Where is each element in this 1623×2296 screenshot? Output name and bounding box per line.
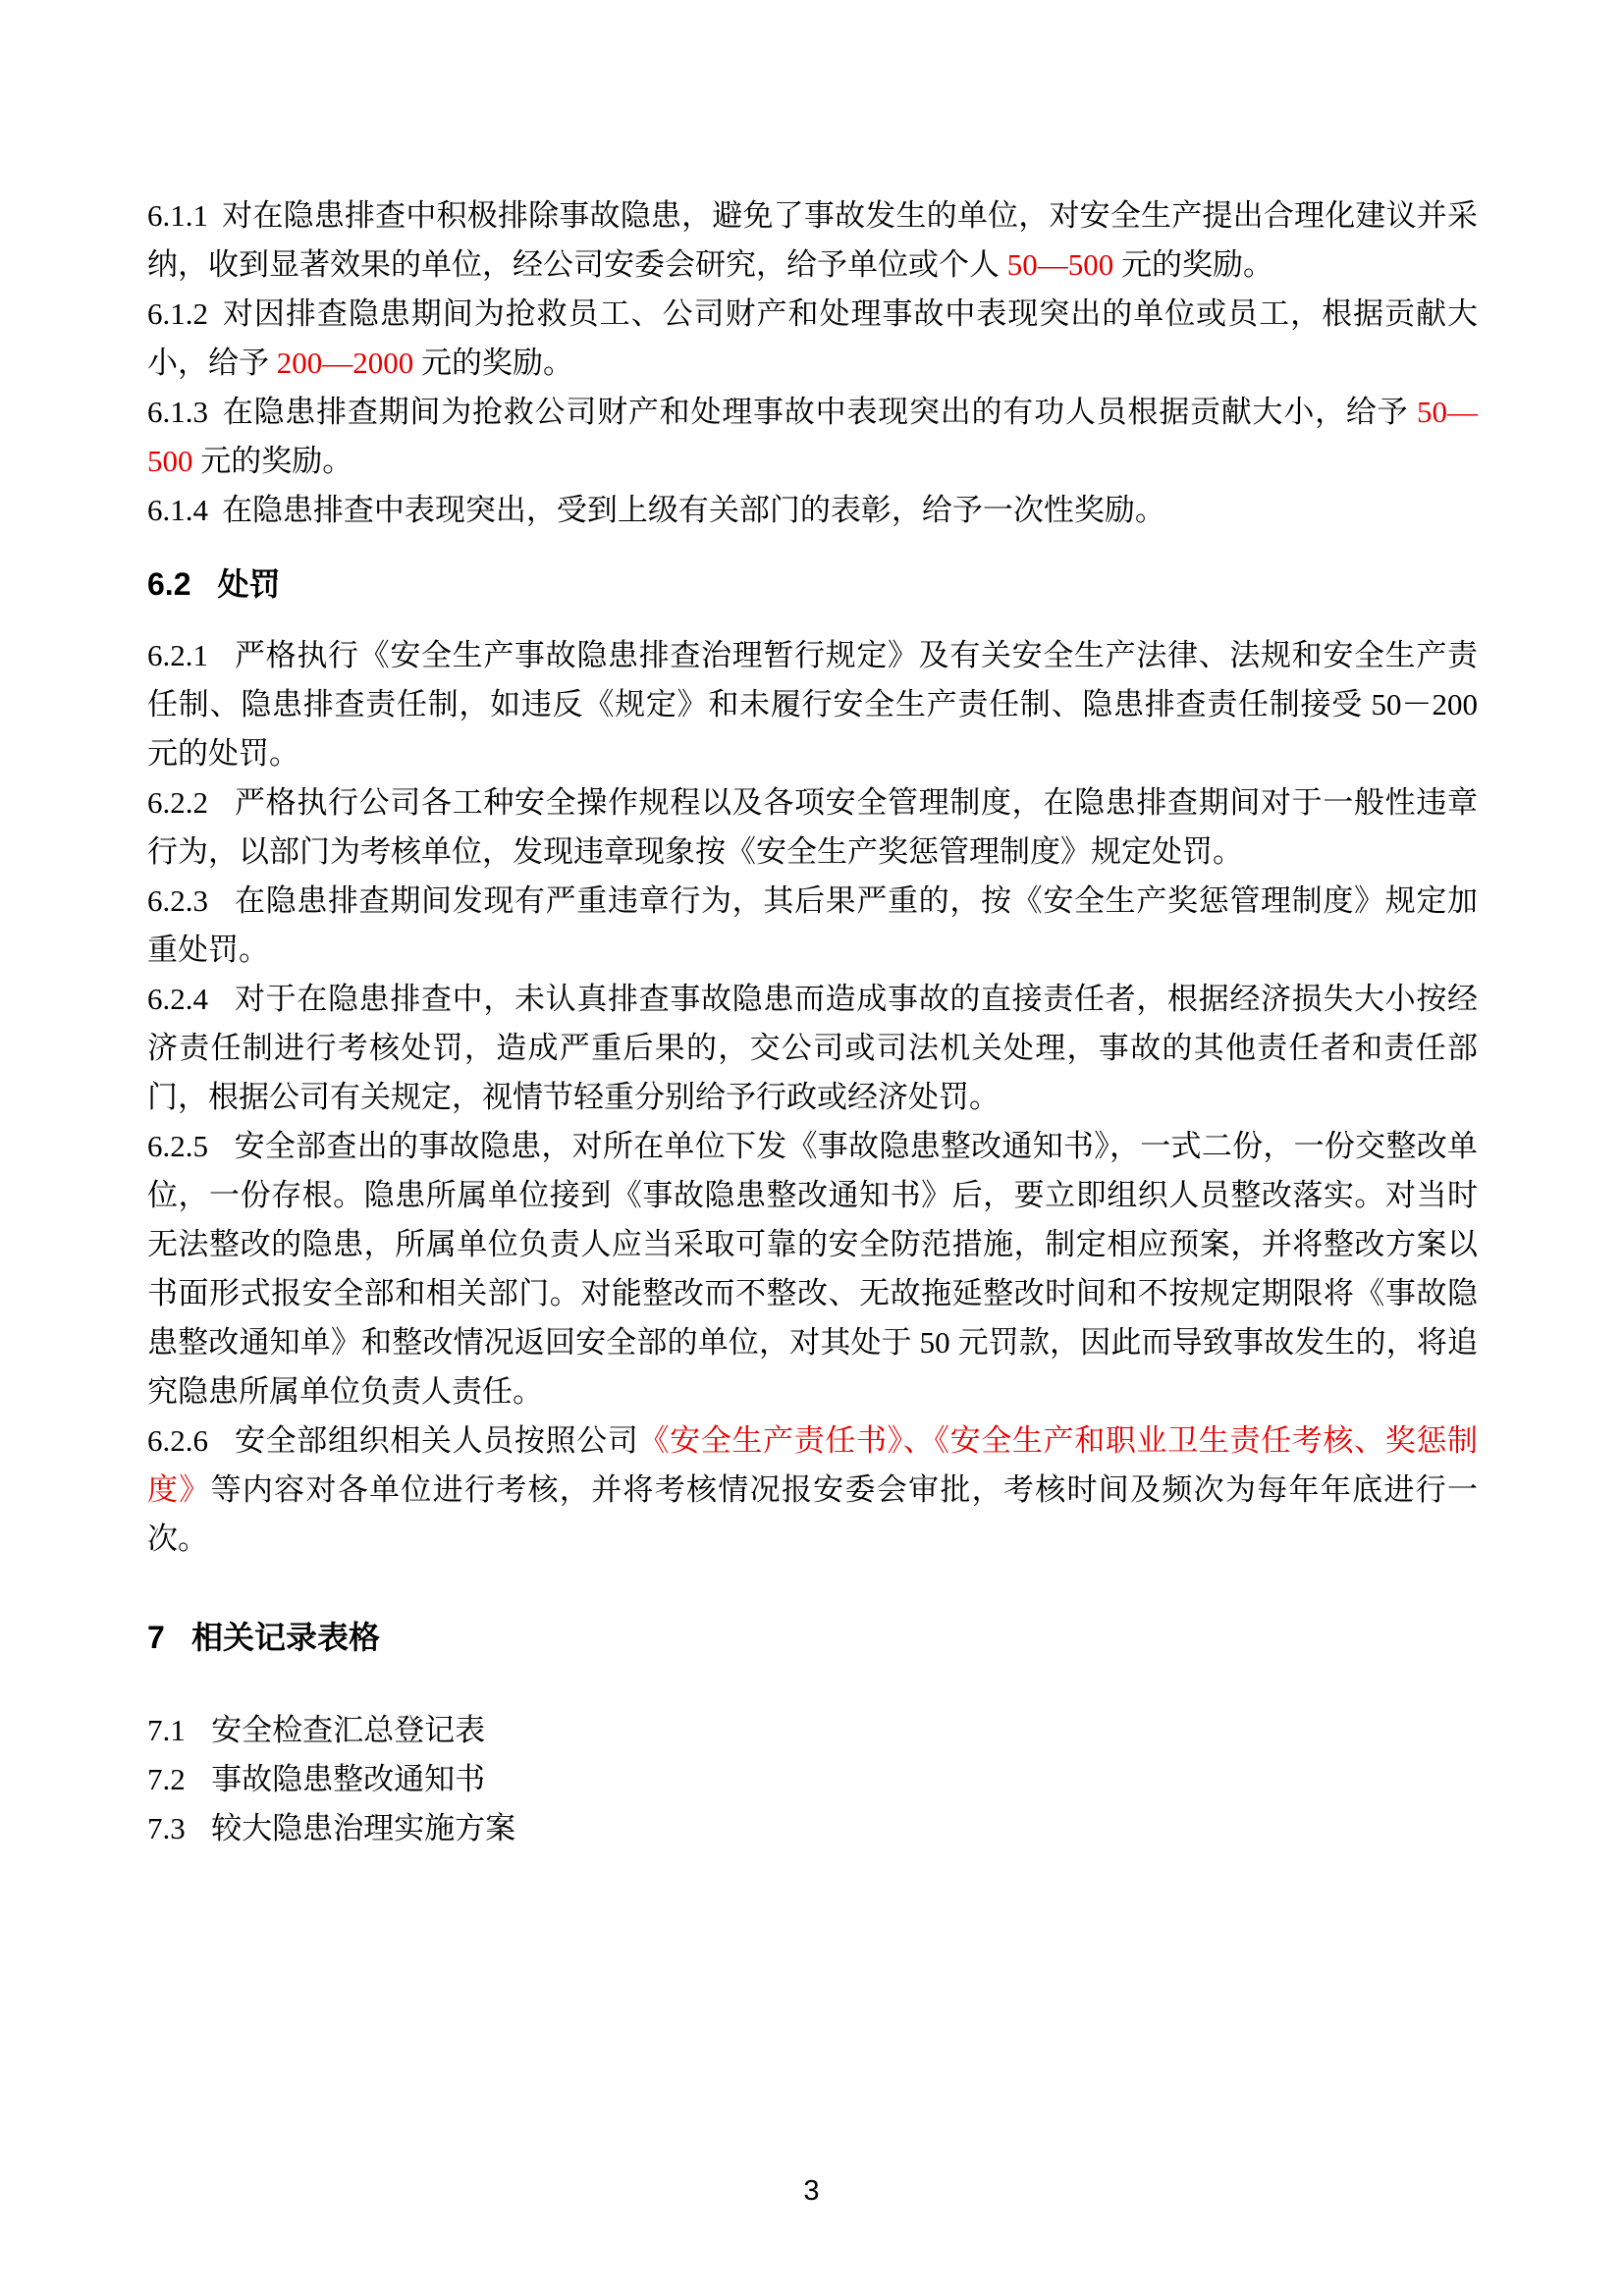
clause-text: 在隐患排查期间为抢救公司财产和处理事故中表现突出的有功人员根据贡献大小，给予: [221, 395, 1417, 429]
highlight-document-titles: 《安全生产责任书》、《安全生产和职业卫生责任考核、奖惩制度》: [147, 1423, 1479, 1507]
clause-6-1-4: [147, 486, 1478, 535]
clause-text: 安全部查出的事故隐患，对所在单位下发《事故隐患整改通知书》，一式二份，一份交整改单位，一份存根。隐患所属单位接到《事故隐患整改通知书》后，要立即组织人员整改落实。对当时无法整改的隐患，所属单位负责人应当采取可靠的安全防范措施，制定相应预案，并将整改方案以书面形式报安全部和相关部门。对能整改而不整改、无故拖延整改时间和不按规定期限将《事故隐患整改通知单》和整改情况返回安全部的单位，对其处于 50 元罚款，因此而导致事故发生的，将追究隐患所属单位负责人责任。: [147, 1129, 1478, 1409]
clause-text: 元的奖励。: [192, 444, 353, 478]
clause-text: 较大隐患治理实施方案: [211, 1811, 516, 1845]
clause-number: 7.1: [147, 1713, 186, 1747]
clause-number: 6.1.1: [147, 198, 208, 233]
clause-text: 对因排查隐患期间为抢救员工、公司财产和处理事故中表现突出的单位或员工，根据贡献大小，给予: [147, 296, 1478, 380]
clause-text: 元的奖励。: [413, 346, 573, 380]
highlight-reward-amount: 200—2000: [276, 346, 414, 380]
list-item-7-1: [147, 1706, 1478, 1755]
clause-text: 对于在隐患排查中，未认真排查事故隐患而造成事故的直接责任者，根据经济损失大小按经济责任制进行考核处罚，造成严重后果的，交公司或司法机关处理，事故的其他责任者和责任部门，根据公司有关规定，视情节轻重分别给予行政或经济处罚。: [147, 982, 1478, 1114]
clause-6-2-1: [147, 631, 1478, 778]
clause-6-1-1: [147, 191, 1478, 290]
clause-number: 6.1.3: [147, 395, 208, 429]
clause-text: 等内容对各单位进行考核，并将考核情况报安委会审批，考核时间及频次为每年年底进行一次。: [147, 1472, 1479, 1556]
clause-number: 6.2.4: [147, 982, 208, 1016]
clause-number: 7.2: [147, 1762, 186, 1796]
clause-number: 6.2.1: [147, 638, 208, 672]
clause-text: 安全部组织相关人员按照公司: [234, 1423, 639, 1458]
clause-text: 对在隐患排查中积极排除事故隐患，避免了事故发生的单位，对安全生产提出合理化建议并采纳，收到显著效果的单位，经公司安委会研究，给予单位或个人: [147, 198, 1478, 282]
highlight-reward-amount: 50—500: [147, 395, 1478, 478]
clause-text: 在隐患排查中表现突出，受到上级有关部门的表彰，给予一次性奖励。: [221, 493, 1165, 527]
list-item-7-3: [147, 1804, 1478, 1853]
clause-6-2-6: [147, 1416, 1478, 1564]
clause-6-1-2: [147, 290, 1478, 388]
clause-6-2-5: [147, 1122, 1478, 1416]
clause-text: 元的奖励。: [1113, 247, 1273, 282]
section-heading-6-2: [147, 560, 1478, 609]
section-title: 处罚: [217, 566, 281, 602]
list-item-7-2: [147, 1755, 1478, 1804]
section-number: 6.2: [147, 566, 191, 602]
clause-text: 严格执行公司各工种安全操作规程以及各项安全管理制度，在隐患排查期间对于一般性违章行为，以部门为考核单位，发现违章现象按《安全生产奖惩管理制度》规定处罚。: [147, 785, 1478, 869]
clause-text: 在隐患排查期间发现有严重违章行为，其后果严重的，按《安全生产奖惩管理制度》规定加重处罚。: [147, 883, 1478, 967]
clause-number: 6.2.2: [147, 785, 208, 820]
clause-6-1-3: [147, 388, 1478, 486]
clause-text: 安全检查汇总登记表: [211, 1713, 486, 1747]
clause-6-2-2: [147, 778, 1478, 877]
clause-6-2-3: [147, 877, 1478, 975]
clause-text: 事故隐患整改通知书: [211, 1762, 486, 1796]
clause-number: 6.2.6: [147, 1423, 208, 1458]
section-title: 相关记录表格: [190, 1620, 380, 1655]
highlight-reward-amount: 50—500: [1006, 247, 1114, 282]
clause-number: 7.3: [147, 1811, 186, 1845]
clause-number: 6.1.2: [147, 296, 208, 331]
clause-number: 6.1.4: [147, 493, 208, 527]
page-number: 3: [803, 2175, 820, 2207]
section-heading-7: [147, 1613, 1478, 1662]
clause-number: 6.2.3: [147, 883, 208, 918]
section-number: 7: [147, 1620, 165, 1655]
clause-text: 严格执行《安全生产事故隐患排查治理暂行规定》及有关安全生产法律、法规和安全生产责任制、隐患排查责任制，如违反《规定》和未履行安全生产责任制、隐患排查责任制接受 50－200 元的处罚。: [147, 638, 1478, 771]
clause-6-2-4: [147, 975, 1478, 1122]
clause-number: 6.2.5: [147, 1129, 208, 1163]
